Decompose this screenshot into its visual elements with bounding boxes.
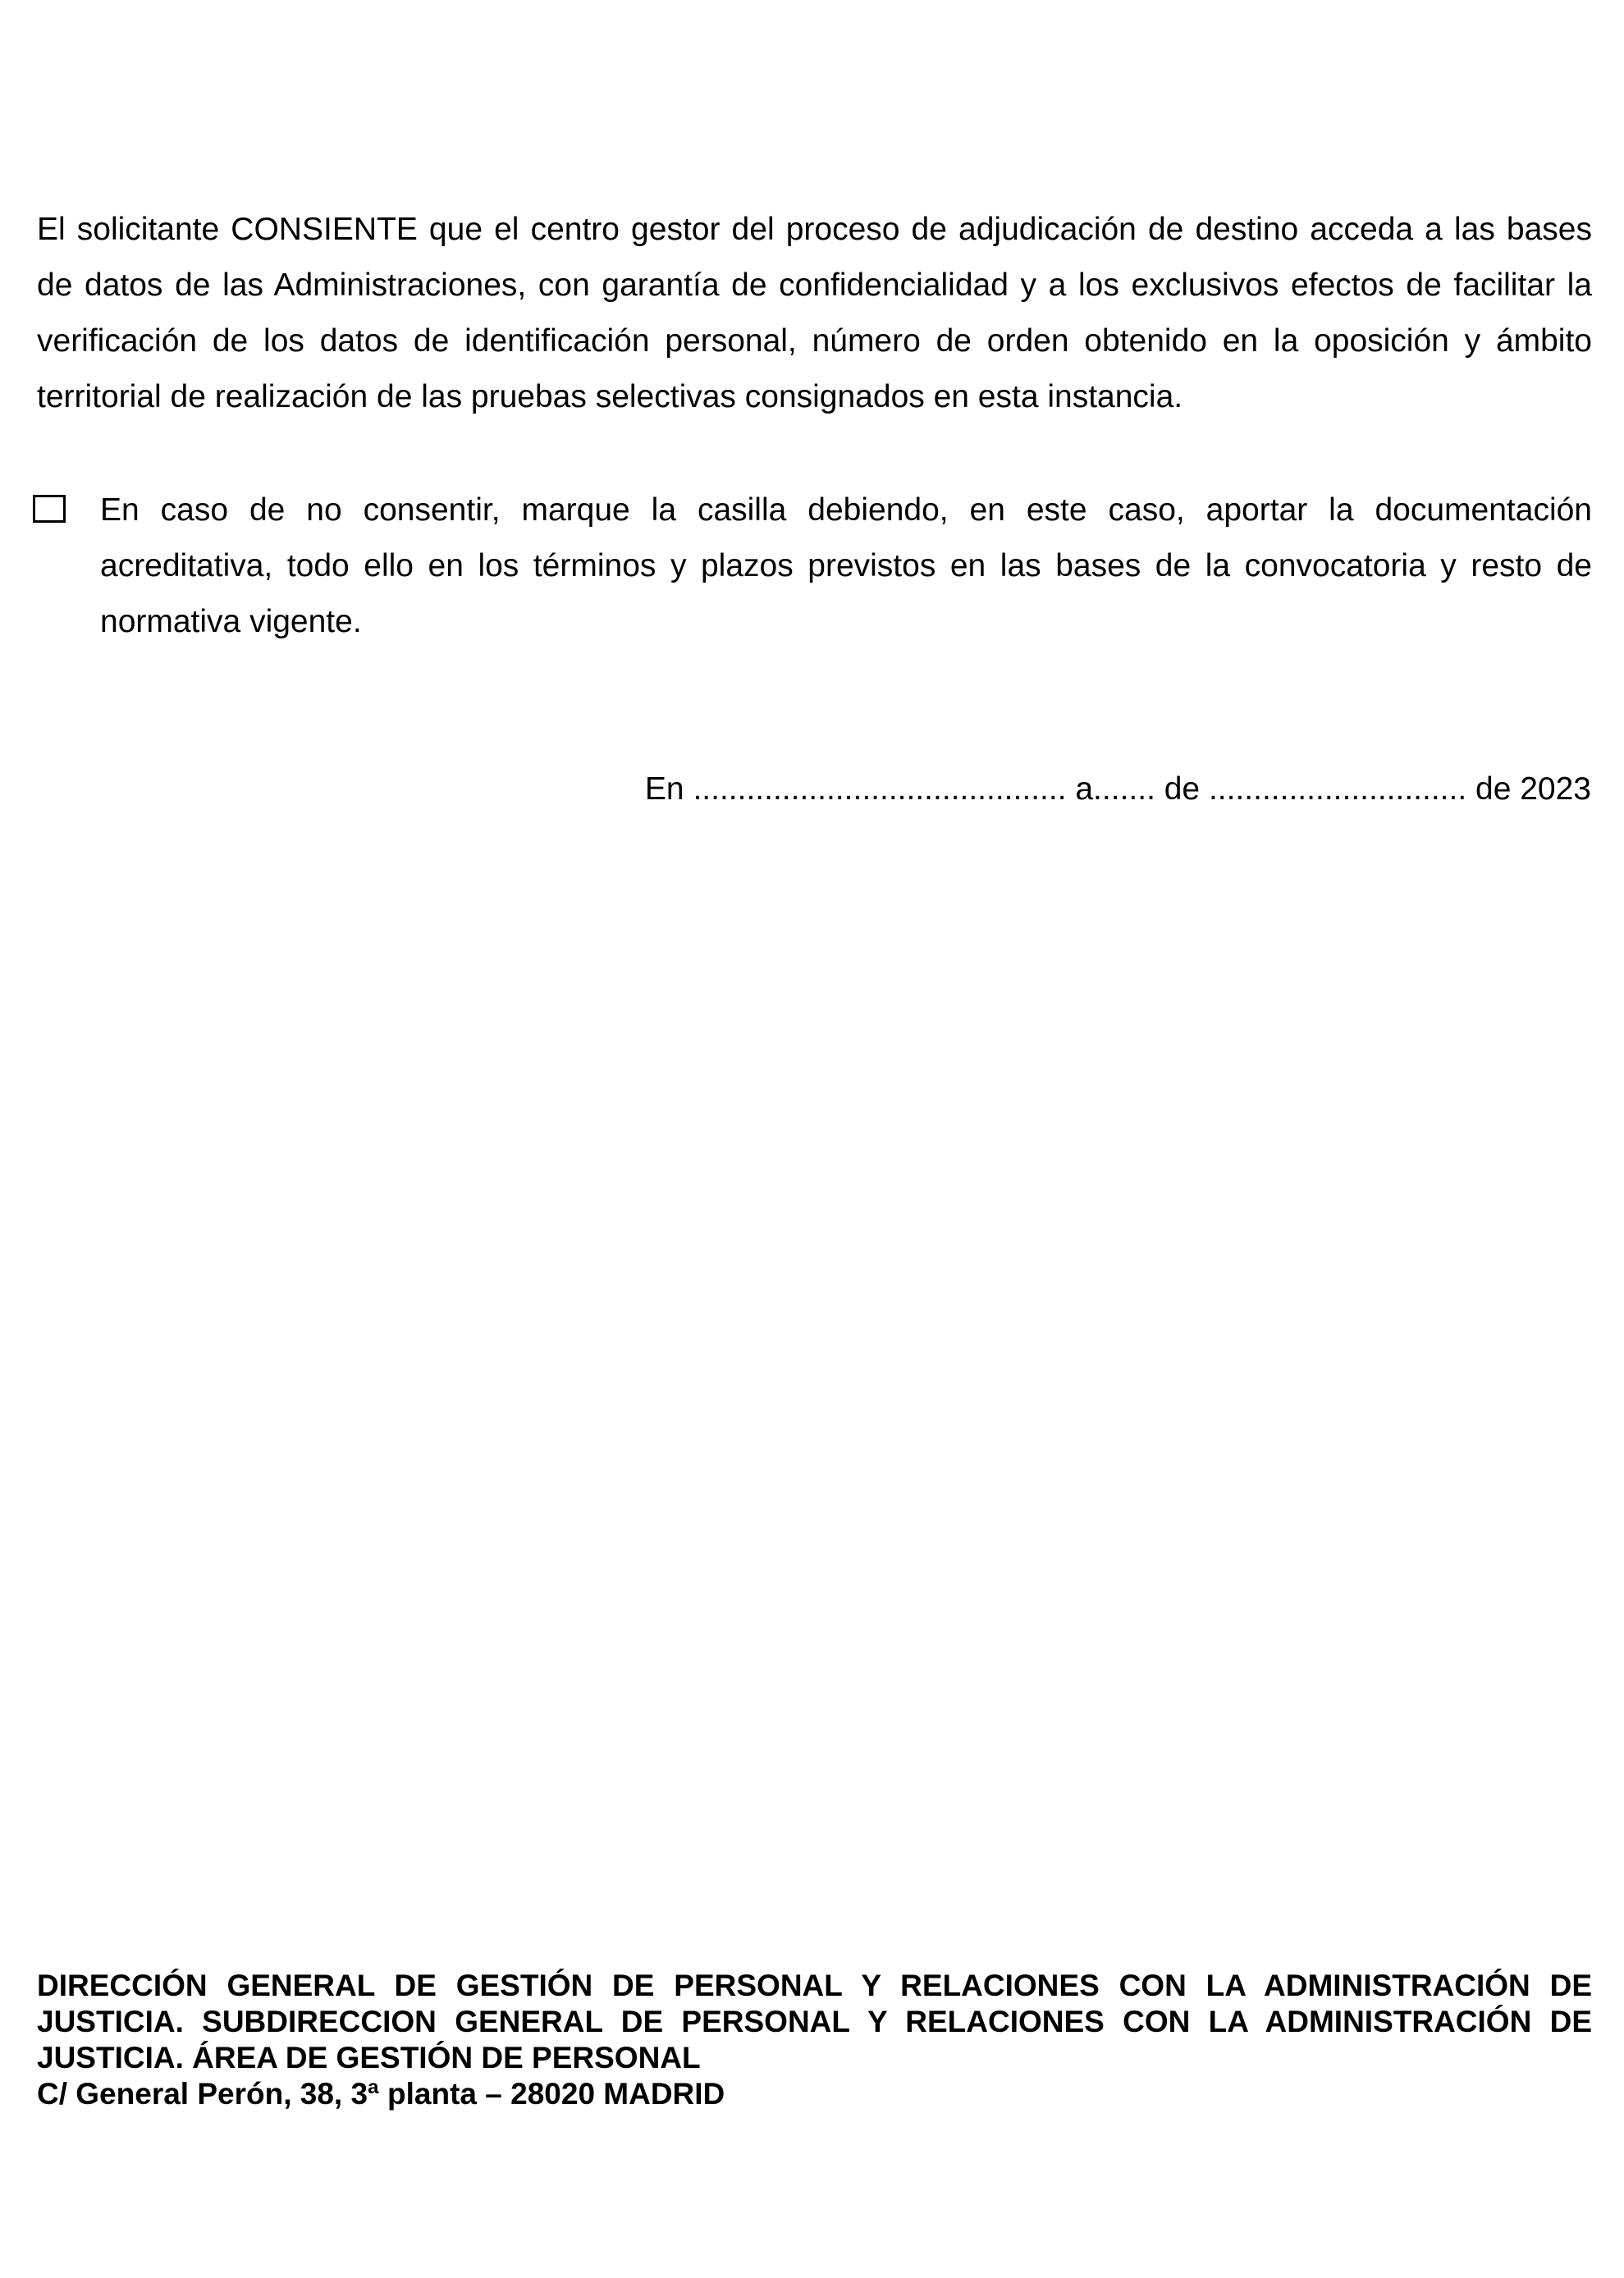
footer-address: C/ General Perón, 38, 3ª planta – 28020 MADRID: [37, 2077, 725, 2111]
optout-text: En caso de no consentir, marque la casilla debiendo, en este caso, aportar la documentación acreditativa, todo ello en los términos y plazos previstos en las bases de la convocatoria y resto de normativa vigente.: [100, 492, 1592, 639]
optout-checkbox[interactable]: [33, 495, 66, 523]
footer: [37, 1968, 1592, 2112]
footer-department: DIRECCIÓN GENERAL DE GESTIÓN DE PERSONAL Y RELACIONES CON LA ADMINISTRACIÓN DE JUSTICIA. SUBDIRECCION GENERAL DE PERSONAL Y RELACIONES CON LA ADMINISTRACIÓN DE JUSTICIA. ÁREA DE GESTIÓN DE PERSONAL: [37, 1969, 1592, 2074]
signature-date-line: En .......................................... a....... de ............................. de 2023: [644, 771, 1591, 807]
consent-paragraph: El solicitante CONSIENTE que el centro gestor del proceso de adjudicación de destino acceda a las bases de datos de las Administraciones, con garantía de confidencialidad y a los exclusivos efectos de facilitar la verificación de los datos de identificación personal, número de orden obtenido en la oposición y ámbito territorial de realización de las pruebas selectivas consignados en esta instancia.: [37, 212, 1592, 414]
